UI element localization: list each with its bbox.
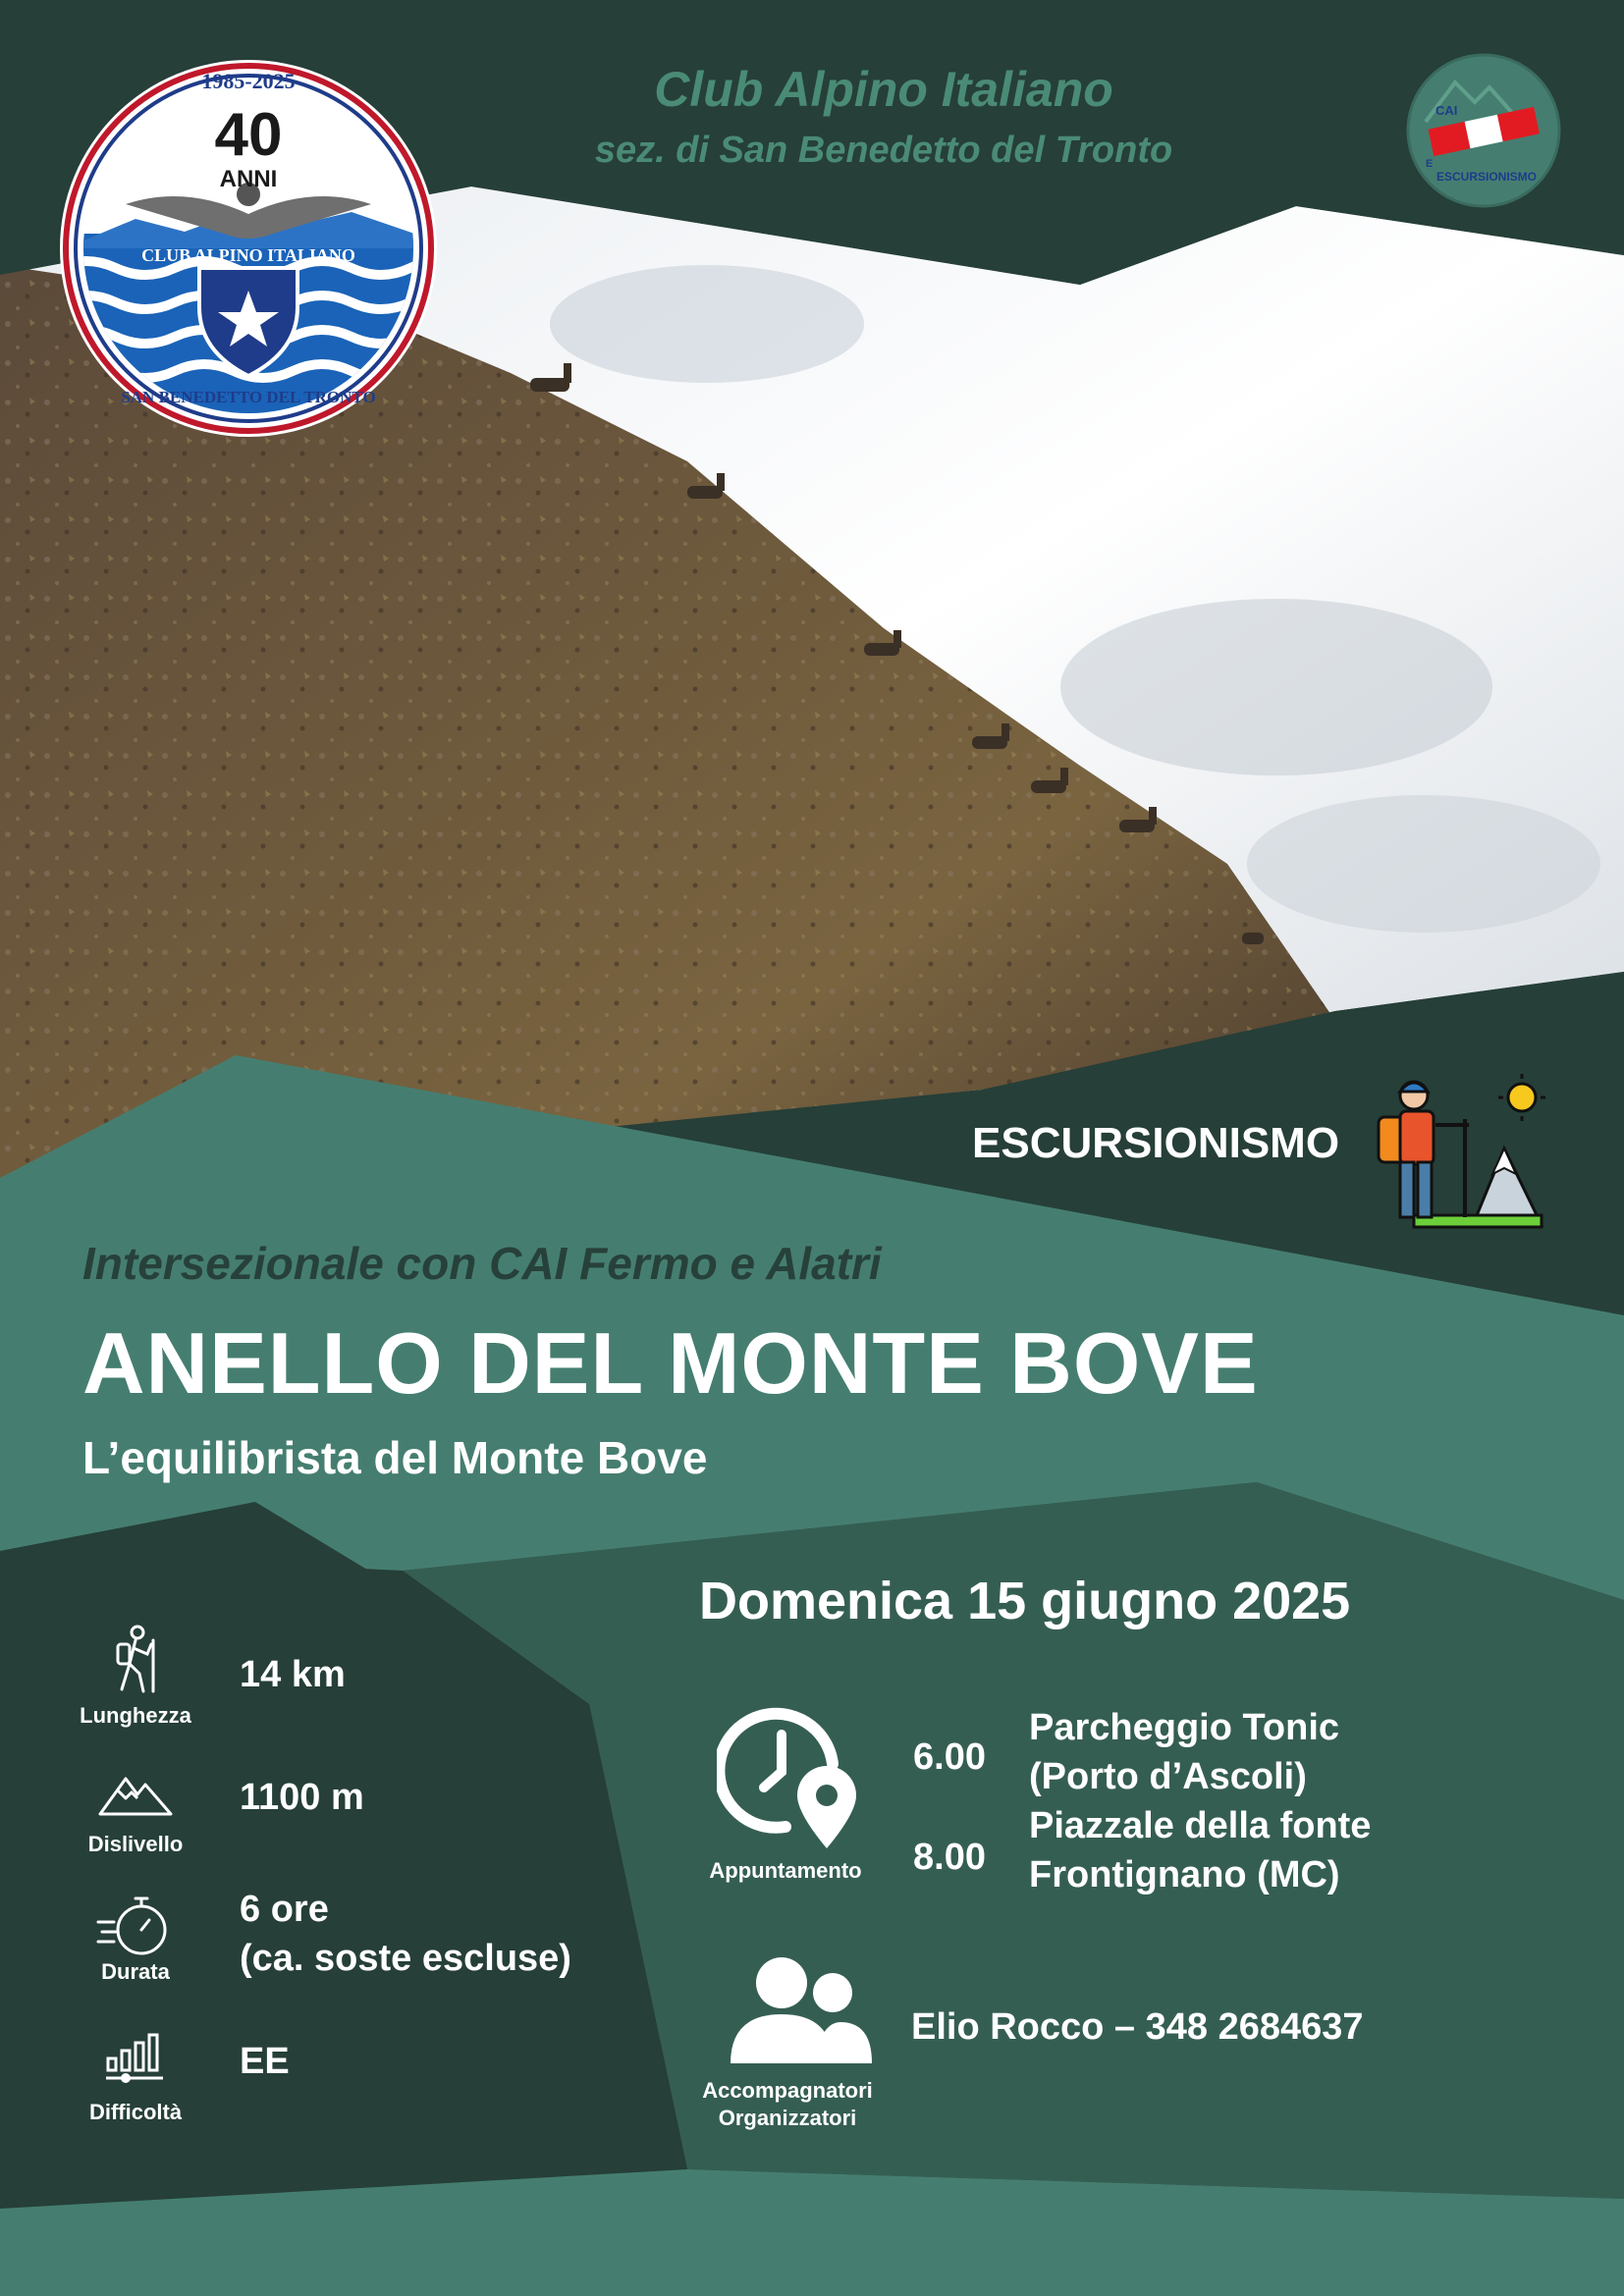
event-date: Domenica 15 giugno 2025 <box>699 1572 1351 1630</box>
meeting-place-line: (Porto d’Ascoli) <box>1029 1756 1307 1797</box>
clock-location-icon <box>717 1703 864 1850</box>
cai-40-anni-logo <box>57 57 440 440</box>
meeting-place <box>1029 1801 1371 1899</box>
stat-value <box>240 1885 571 1983</box>
logo-ring-bottom: SAN BENEDETTO DEL TRONTO <box>121 388 376 406</box>
hiker-mountain-icon <box>1375 1070 1551 1237</box>
category-label: ESCURSIONISMO <box>972 1119 1340 1167</box>
hiker-icon <box>108 1625 163 1695</box>
meeting-place-line: Piazzale della fonte <box>1029 1805 1372 1846</box>
stat-value-line: (ca. soste escluse) <box>240 1938 571 1979</box>
stat-value: 14 km <box>240 1654 346 1695</box>
meeting-time: 6.00 <box>913 1736 986 1778</box>
logo-ring-top: CLUB ALPINO ITALIANO <box>141 245 355 265</box>
meeting-place <box>1029 1703 1339 1801</box>
stat-value: 1100 m <box>240 1777 364 1818</box>
meeting-section <box>707 1703 1591 1919</box>
stat-label: Difficoltà <box>88 2100 183 2124</box>
badge-e: E <box>1426 158 1434 170</box>
meeting-place-line: Parcheggio Tonic <box>1029 1707 1340 1748</box>
event-joint-note: Intersezionale con CAI Fermo e Alatri <box>82 1238 882 1289</box>
logo-unit: ANNI <box>219 166 278 192</box>
stat-label: Dislivello <box>87 1832 184 1856</box>
club-section: sez. di San Benedetto del Tronto <box>594 130 1173 171</box>
event-subtitle: L’equilibrista del Monte Bove <box>82 1432 708 1483</box>
meeting-time: 8.00 <box>913 1837 986 1878</box>
stopwatch-icon <box>96 1893 175 1959</box>
event-title: ANELLO DEL MONTE BOVE <box>82 1314 1259 1412</box>
mountain-icon <box>98 1773 173 1818</box>
meeting-place-line: Frontignano (MC) <box>1029 1854 1340 1896</box>
leaders-label <box>699 2077 876 2132</box>
leaders-section <box>702 1953 1591 2150</box>
difficulty-bars-icon <box>104 2029 167 2084</box>
leaders-label-line: Accompagnatori <box>702 2078 873 2103</box>
stat-label: Lunghezza <box>80 1703 191 1728</box>
leaders-value: Elio Rocco – 348 2684637 <box>911 2006 1364 2048</box>
logo-years: 1985-2025 <box>201 69 296 93</box>
club-name: Club Alpino Italiano <box>654 62 1113 117</box>
leaders-label-line: Organizzatori <box>718 2106 857 2130</box>
escursionismo-badge-logo <box>1406 53 1561 208</box>
stat-value-line: 6 ore <box>240 1889 329 1930</box>
stat-label: Durata <box>101 1959 170 1984</box>
meeting-label: Appuntamento <box>709 1858 862 1883</box>
badge-cai: CAI <box>1435 103 1458 118</box>
badge-text: ESCURSIONISMO <box>1435 170 1538 184</box>
stat-value: EE <box>240 2041 290 2082</box>
people-icon <box>727 1953 874 2071</box>
logo-number: 40 <box>214 101 283 169</box>
